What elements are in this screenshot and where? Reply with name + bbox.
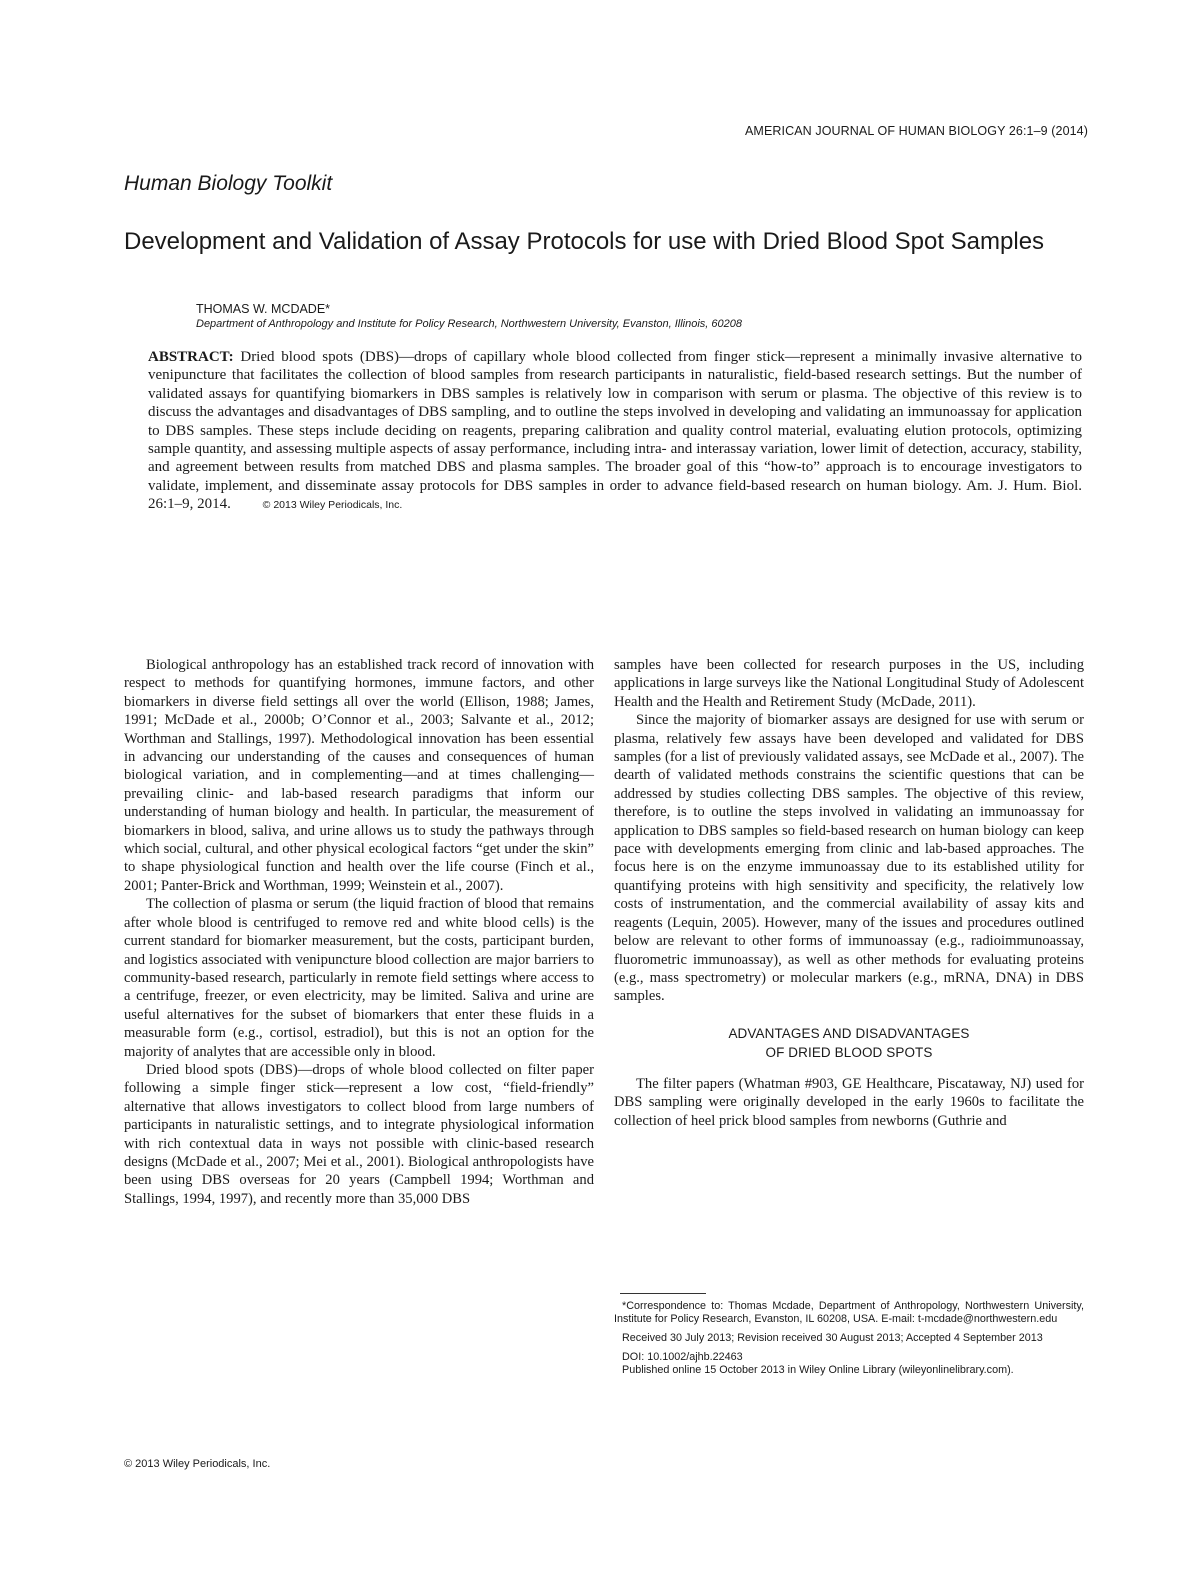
- body-paragraph: samples have been collected for research purposes in the US, including applications in large surveys like the National Longitudinal Study of Adolescent Health and the Health and Retirement Study (McDade, 2011).: [614, 657, 1084, 710]
- abstract-label: ABSTRACT:: [148, 349, 234, 365]
- footnote-published: Published online 15 October 2013 in Wiley Online Library (wileyonlinelibrary.com).: [622, 1364, 1014, 1376]
- abstract: [148, 348, 1082, 515]
- body-paragraph: Biological anthropology has an established track record of innovation with respect to methods for quantifying hormones, immune factors, and other biomarkers in diverse field settings all over the world (Ellison, 1988; James, 1991; McDade et al., 2000b; O’Connor et al., 2003; Salvante et al., 2012; Worthman and Stallings, 1997). Methodological innovation has been essential in advancing our understanding of the causes and consequences of human biological variation, and in complementing—and at times challenging—prevailing clinic- and lab-based research paradigms that inform our understanding of human biology and health. In particular, the measurement of biomarkers in blood, saliva, and urine allows us to study the pathways through which social, cultural, and other physical ecological factors “get under the skin” to shape physiological function and health over the life course (Finch et al., 2001; Panter-Brick and Worthman, 1999; Weinstein et al., 2007).: [124, 657, 594, 894]
- section-heading-line: ADVANTAGES AND DISADVANTAGES: [728, 1025, 970, 1041]
- section-heading: [614, 1024, 1084, 1062]
- abstract-text: Dried blood spots (DBS)—drops of capillary whole blood collected from finger stick—represent a minimally invasive alternative to venipuncture that facilitates the collection of blood samples from research participants in naturalistic, field-based research settings. But the number of validated assays for quantifying biomarkers in DBS samples is relatively low in comparison with serum or plasma. The objective of this review is to discuss the advantages and disadvantages of DBS sampling, and to outline the steps involved in developing and validating an immunoassay for application to DBS samples. These steps include deciding on reagents, preparing calibration and quality control material, evaluating elution protocols, optimizing sample quantity, and assessing multiple aspects of assay performance, including intra- and interassay variation, lower limit of detection, accuracy, stability, and agreement between results from matched DBS and plasma samples. The broader goal of this “how-to” approach is to encourage investigators to validate, implement, and disseminate assay protocols for DBS samples in order to advance field-based research on human biology. Am. J. Hum. Biol. 26:1–9, 2014.: [148, 349, 1082, 513]
- body-column-left: [124, 656, 594, 1208]
- body-paragraph: Dried blood spots (DBS)—drops of whole blood collected on filter paper following a simple finger stick—represent a low cost, “field-friendly” alternative that allows investigators to collect blood from large numbers of participants in naturalistic settings, and to integrate physiological information with rich contextual data in ways not possible with clinic-based research designs (McDade et al., 2007; Mei et al., 2001). Biological anthropologists have been using DBS overseas for 20 years (Campbell 1994; Worthman and Stallings, 1994, 1997), and recently more than 35,000 DBS: [124, 1061, 594, 1207]
- author-affiliation: Department of Anthropology and Institute for Policy Research, Northwestern University, Evanston, Illinois, 60208: [196, 318, 742, 330]
- footnote-received: Received 30 July 2013; Revision received 30 August 2013; Accepted 4 September 2013: [622, 1332, 1043, 1344]
- body-paragraph: The filter papers (Whatman #903, GE Healthcare, Piscataway, NJ) used for DBS sampling were originally developed in the early 1960s to facilitate the collection of heel prick blood samples from newborns (Guthrie and: [614, 1075, 1084, 1129]
- footnote-divider: [620, 1293, 706, 1294]
- author-name: THOMAS W. MCDADE*: [196, 302, 331, 316]
- body-column-right: [614, 656, 1084, 1130]
- footnote-doi: DOI: 10.1002/ajhb.22463: [622, 1351, 743, 1363]
- article-title: Development and Validation of Assay Protocols for use with Dried Blood Spot Samples: [124, 228, 1045, 255]
- abstract-copyright: © 2013 Wiley Periodicals, Inc.: [262, 499, 403, 512]
- footnote-correspondence: *Correspondence to: Thomas Mcdade, Department of Anthropology, Northwestern University, Institute for Policy Research, Evanston, IL 60208, USA. E-mail: t-mcdade@northwestern.edu: [614, 1300, 1084, 1325]
- journal-header: AMERICAN JOURNAL OF HUMAN BIOLOGY 26:1–9 (2014): [745, 124, 1088, 138]
- footnotes: [614, 1300, 1084, 1383]
- body-paragraph: The collection of plasma or serum (the liquid fraction of blood that remains after whole blood is centrifuged to remove red and white blood cells) is the current standard for biomarker measurement, but the costs, participant burden, and logistics associated with venipuncture blood collection are major barriers to community-based research, particularly in remote field settings where access to a centrifuge, freezer, or even electricity, may be limited. Saliva and urine are useful alternatives for the subset of biomarkers that enter these fluids in a measurable form (e.g., cortisol, estradiol), but this is not an option for the majority of analytes that are accessible only in blood.: [124, 896, 594, 1060]
- body-paragraph: Since the majority of biomarker assays are designed for use with serum or plasma, relatively few assays have been developed and validated for DBS samples (for a list of previously validated assays, see McDade et al., 2007). The dearth of validated methods constrains the scientific questions that can be addressed by studies collecting DBS samples. The objective of this review, therefore, is to outline the steps involved in validating an immunoassay for application to DBS samples so field-based research on human biology can keep pace with developments emerging from clinic and lab-based approaches. The focus here is on the enzyme immunoassay due to its established utility for quantifying proteins with high sensitivity and specificity, the relatively low costs of instrumentation, and the commercial availability of assay kits and reagents (Lequin, 2005). However, many of the issues and procedures outlined below are relevant to other forms of immunoassay (e.g., radioimmunoassay, fluorometric immunoassay), as well as other methods for evaluating proteins (e.g., mass spectrometry) or molecular markers (e.g., mRNA, DNA) in DBS samples.: [614, 712, 1084, 1005]
- section-heading-line: OF DRIED BLOOD SPOTS: [765, 1044, 933, 1060]
- page-copyright: © 2013 Wiley Periodicals, Inc.: [124, 1458, 271, 1470]
- section-label: Human Biology Toolkit: [124, 172, 333, 195]
